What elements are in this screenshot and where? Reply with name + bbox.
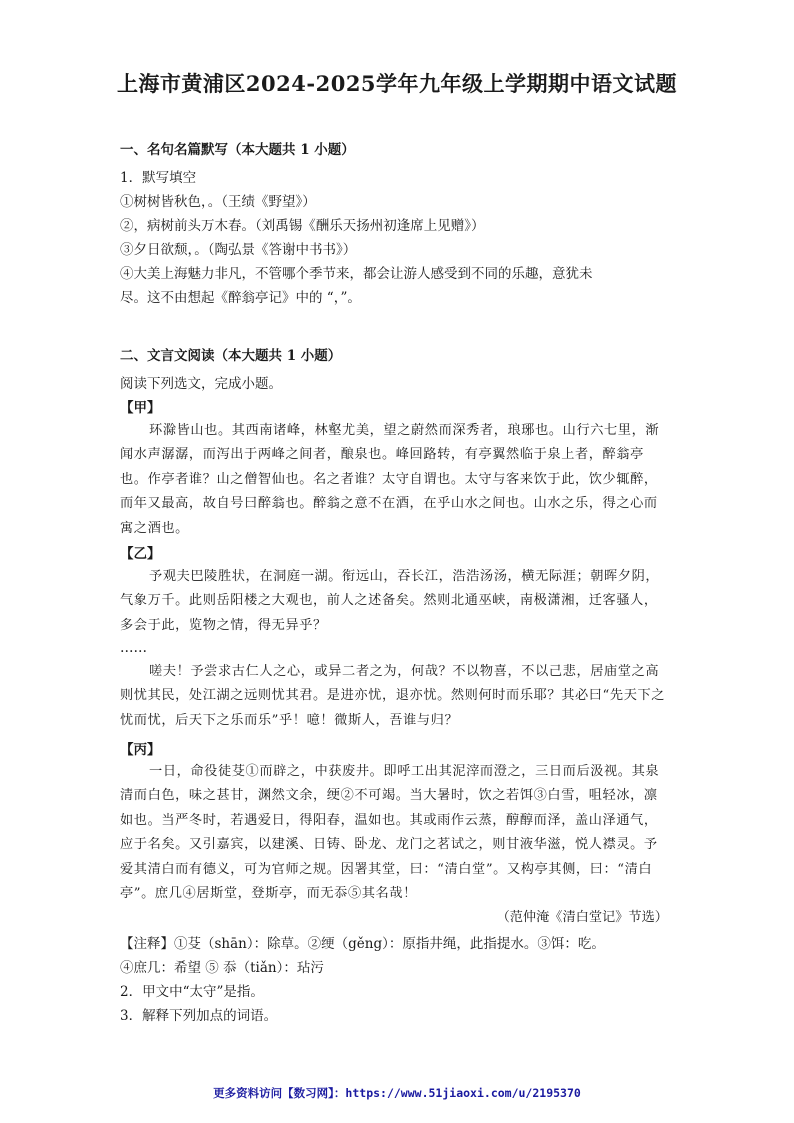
footer-link-text[interactable]: 更多资料访问【数习网】：https://www.51jiaoxi.com/u/2195370 [213, 1086, 581, 1100]
annotation-line-2: ④庶几：希望 ⑤ 忝（tiǎn）：玷污 [120, 960, 324, 976]
passage-bing-source: （范仲淹《清白堂记》节选） [496, 910, 668, 925]
reading-instruction: 阅读下列选文，完成小题。 [120, 376, 282, 392]
passage-yi-ellipsis: …… [120, 640, 147, 656]
fill-item-1: ①树树皆秋色，。（王绩《野望》） [120, 194, 316, 210]
annotation-line-1: 【注释】①芟（shān）：除草。②绠（gěng）：原指井绳，此指提水。③饵：吃。 [120, 936, 605, 952]
fill-item-4: ④大美上海魅力非凡，不管哪个季节来，都会让游人感受到不同的乐趣，意犹未 [120, 266, 593, 282]
passage-yi-text-1: 予观夫巴陵胜状，在洞庭一湖。衔远山，吞长江，浩浩汤汤，横无际涯；朝晖夕阴，气象万千。此则岳阳楼之大观也，前人之述备矣。然则北通巫峡，南极潇湘，迁客骚人，多会于此，览物之情，得无异乎？ [120, 569, 660, 633]
section-heading-classical: 二、文言文阅读（本大题共 1 小题） [120, 348, 342, 364]
passage-jia-label: 【甲】 [120, 400, 161, 416]
section-heading-recitation: 一、名句名篇默写（本大题共 1 小题） [120, 142, 355, 158]
fill-item-2: ②，病树前头万木春。（刘禹锡《酬乐天扬州初逢席上见赠》） [120, 218, 485, 234]
passage-bing-text: 一日，命役徒芟①而辟之，中获废井。即呼工出其泥滓而澄之，三日而后汲视。其泉清而白色，味之甚甘，渊然文余，绠②不可竭。当大暑时，饮之若饵③白雪，咀轻冰，凛如也。当严冬时，若遇爱日，得阳春，温如也。其或雨作云蒸，醇醇而泽，盖山泽通气，应于名矣。又引嘉宾，以建溪、日铸、卧龙、龙门之茗试之，则甘液华滋，悦人襟灵。予爱其清白而有德义，可为官师之规。因署其堂，曰：“清白堂”。又构亭其侧，曰：“清白亭”。庶几④居斯堂，登斯亭，而无忝⑤其名哉！ [120, 764, 660, 902]
question-2: 2．甲文中“太守”是指。 [120, 984, 264, 1000]
question-3: 3．解释下列加点的词语。 [120, 1008, 278, 1024]
question-1-label: 1．默写填空 [120, 170, 197, 186]
fill-item-3: ③夕日欲颓，。（陶弘景《答谢中书书》） [120, 242, 357, 258]
page-title: 上海市黄浦区2024-2025学年九年级上学期期中语文试题 [116, 71, 678, 96]
passage-jia-text: 环滁皆山也。其西南诸峰，林壑尤美，望之蔚然而深秀者，琅琊也。山行六七里，渐闻水声潺潺，而泻出于两峰之间者，酿泉也。峰回路转，有亭翼然临于泉上者，醉翁亭也。作亭者谁？山之僧智仙也。名之者谁？太守自谓也。太守与客来饮于此，饮少辄醉，而年又最高，故自号曰醉翁也。醉翁之意不在酒，在乎山水之间也。山水之乐，得之心而寓之酒也。 [120, 423, 660, 536]
passage-yi-text-2: 嗟夫！予尝求古仁人之心，或异二者之为，何哉？不以物喜，不以己悲，居庙堂之高则忧其民，处江湖之远则忧其君。是进亦忧，退亦忧。然则何时而乐耶？其必曰“先天下之忧而忧，后天下之乐而乐”乎！噫！微斯人，吾谁与归？ [120, 664, 666, 728]
fill-item-4-cont: 尽。这不由想起《醉翁亭记》中的 “，”。 [120, 290, 361, 306]
passage-bing-label: 【丙】 [120, 742, 161, 758]
passage-yi-label: 【乙】 [120, 546, 161, 562]
